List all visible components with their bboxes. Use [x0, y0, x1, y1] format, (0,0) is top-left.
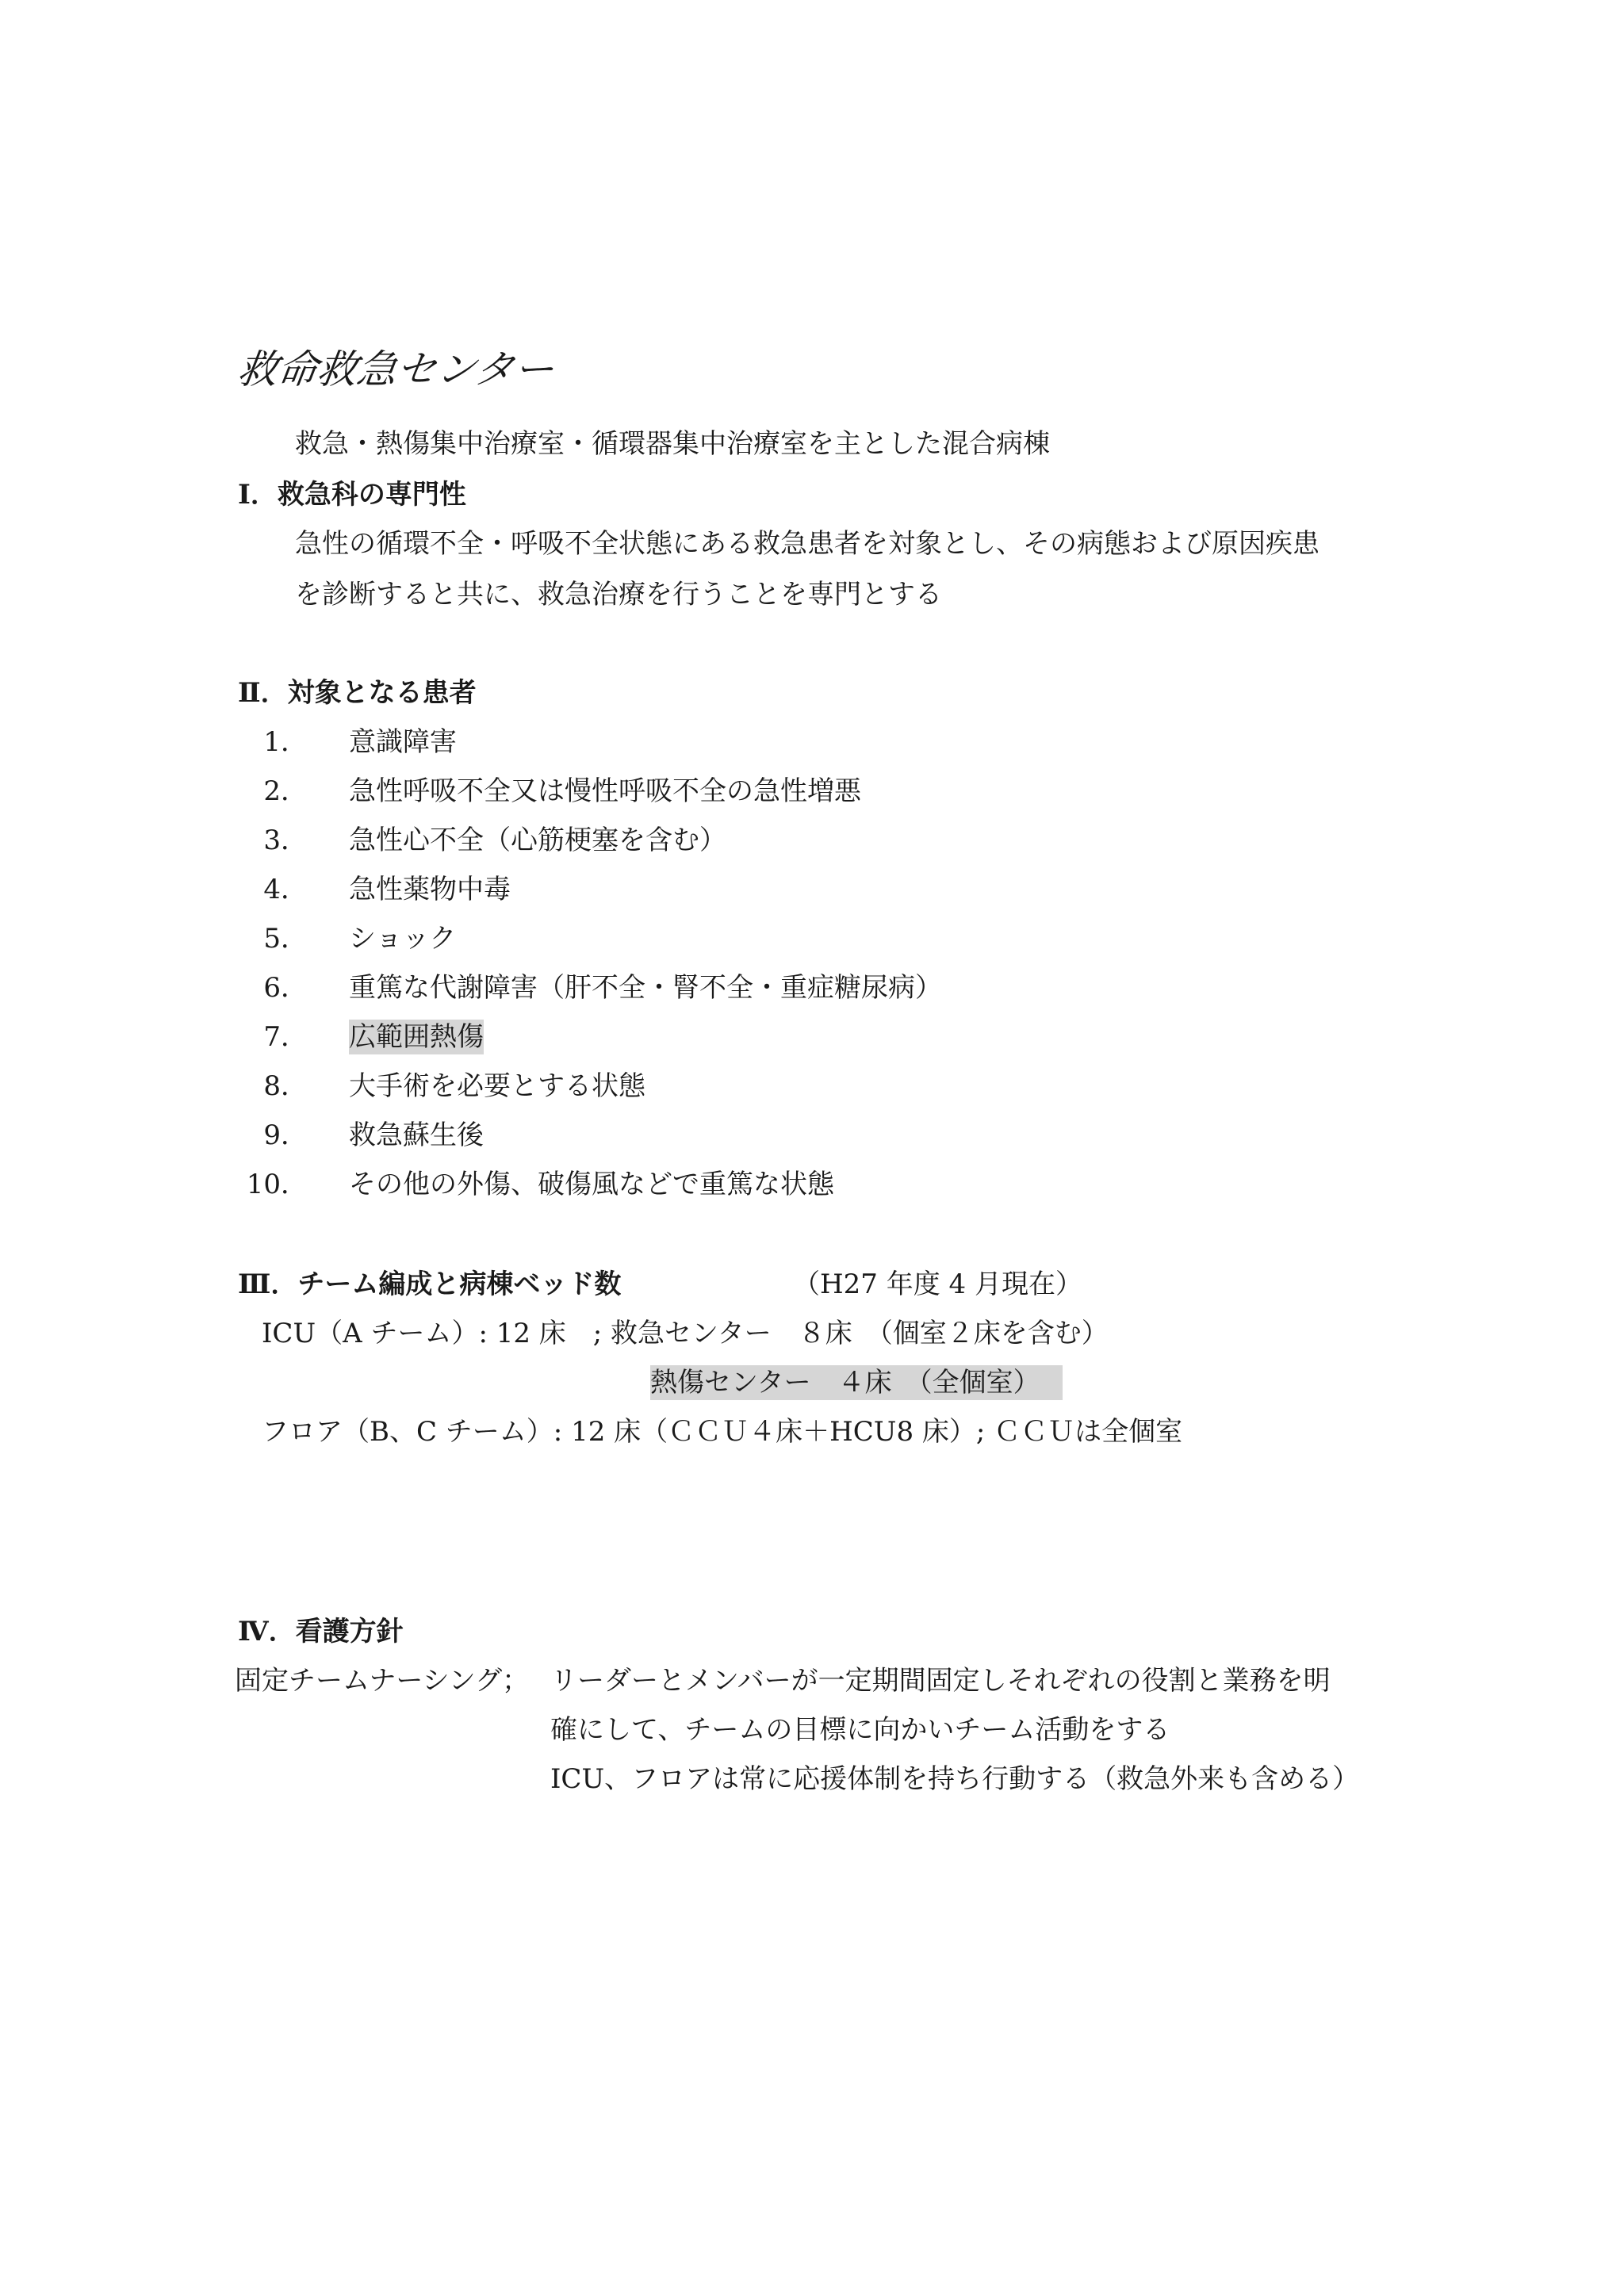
list-item-number: 7． — [263, 1021, 308, 1053]
list-item-number: 2． — [263, 775, 308, 807]
subtitle: 救急・熱傷集中治療室・循環器集中治療室を主とした混合病棟 — [295, 428, 1050, 460]
list-item: ショック — [349, 923, 457, 955]
section3-date: （H27 年度 4 月現在） — [793, 1269, 1082, 1300]
section4-heading: Ⅳ．看護方針 — [238, 1616, 404, 1647]
section1-heading: Ⅰ．救急科の専門性 — [238, 479, 466, 511]
page-title: 救命救急センター — [235, 346, 557, 392]
list-item: 救急蘇生後 — [349, 1119, 484, 1151]
nursing-line1: リーダーとメンバーが一定期間固定しそれぞれの役割と業務を明 — [550, 1665, 1331, 1697]
section2-heading: Ⅱ．対象となる患者 — [238, 677, 477, 709]
list-item: 意識障害 — [349, 726, 457, 758]
list-item-number: 10． — [246, 1169, 308, 1200]
list-item: 急性心不全（心筋梗塞を含む） — [349, 825, 726, 856]
list-item-number: 1． — [263, 726, 308, 758]
list-item-highlighted: 広範囲熱傷 — [349, 1021, 484, 1053]
list-item-number: 6． — [263, 972, 308, 1004]
list-item-number: 9． — [263, 1119, 308, 1151]
section1-line2: を診断すると共に、救急治療を行うことを専門とする — [295, 579, 942, 610]
list-item-number: 4． — [263, 874, 308, 905]
section3-heading: Ⅲ．チーム編成と病棟ベッド数 — [238, 1269, 622, 1300]
nursing-method-label: 固定チームナーシング； — [235, 1665, 530, 1697]
list-item: 重篤な代謝障害（肝不全・腎不全・重症糖尿病） — [349, 972, 942, 1004]
floor-line: フロア（B、C チーム）: 12 床（ＣＣＵ４床＋HCU8 床）; ＣＣＵは全個室 — [262, 1416, 1183, 1448]
list-item-number: 5． — [263, 923, 308, 955]
icu-line: ICU（A チーム）: 12 床 ; 救急センター ８床 （個室２床を含む） — [262, 1318, 1109, 1349]
burn-center-line: 熱傷センター ４床 （全個室） — [650, 1365, 1063, 1400]
nursing-line3: ICU、フロアは常に応援体制を持ち行動する（救急外来も含める） — [550, 1763, 1360, 1795]
section1-line1: 急性の循環不全・呼吸不全状態にある救急患者を対象とし、その病態および原因疾患 — [295, 528, 1320, 560]
list-item-number: 8． — [263, 1070, 308, 1102]
list-item-number: 3． — [263, 825, 308, 856]
list-item: 急性薬物中毒 — [349, 874, 511, 905]
list-item: 大手術を必要とする状態 — [349, 1070, 645, 1102]
nursing-line2: 確にして、チームの目標に向かいチーム活動をする — [550, 1714, 1170, 1746]
list-item: 急性呼吸不全又は慢性呼吸不全の急性増悪 — [349, 775, 861, 807]
list-item: その他の外傷、破傷風などで重篤な状態 — [349, 1169, 834, 1200]
